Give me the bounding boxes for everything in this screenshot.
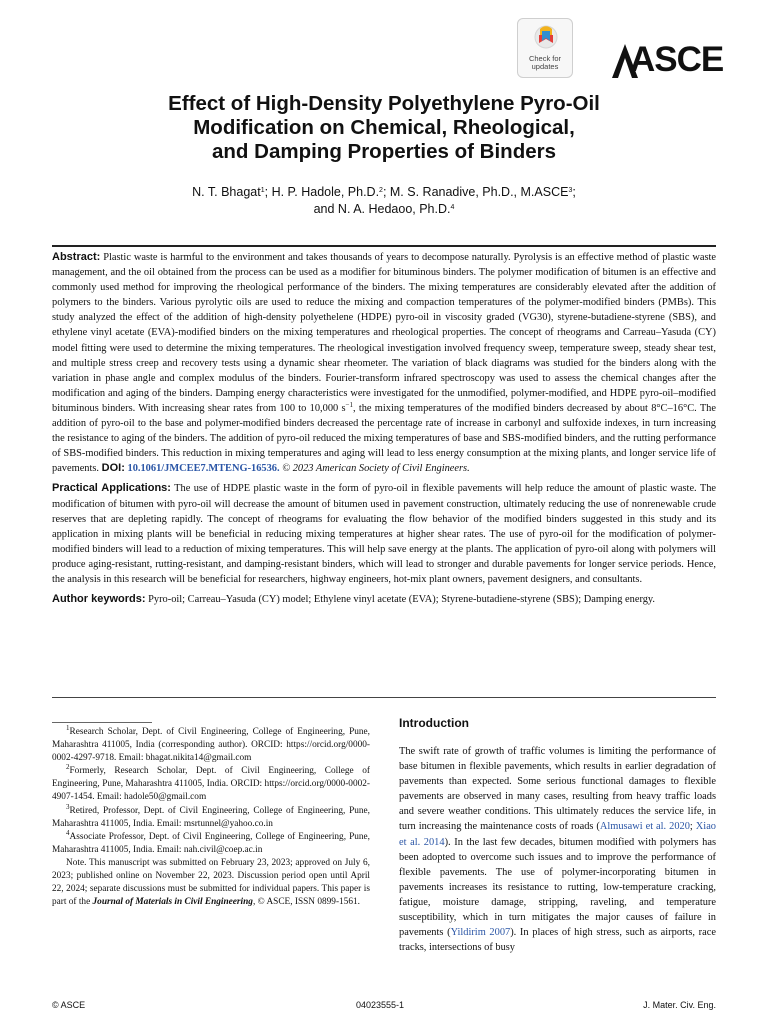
author-4: and N. A. Hedaoo, Ph.D. <box>313 202 451 216</box>
intro-text-4: ). In places of high stress, such as airports, race tracks, intersections of busy <box>399 927 716 954</box>
copyright-notice: © 2023 American Society of Civil Engineers. <box>282 463 470 475</box>
footnote-1-text: Research Scholar, Dept. of Civil Engineering, College of Engineering, Pune, Maharashtra 411005, India (corresponding author). ORCID: https://orcid.org/0000-0002-4297-9718. Email: bhagat.nikita14@gmail.com <box>52 727 370 764</box>
abstract-label: Abstract: <box>52 251 101 263</box>
citation-link[interactable]: Yildirim 2007 <box>450 927 511 939</box>
footnote-3-text: Retired, Professor, Dept. of Civil Engineering, College of Engineering, Pune, Maharashtra 411005, India. Email: msrtunnel@yahoo.co.in <box>52 805 370 829</box>
journal-name: Journal of Materials in Civil Engineering <box>92 897 253 908</box>
citation-link[interactable]: Xiao et al. 2014 <box>399 821 716 848</box>
badge-text-line1: Check for <box>528 54 562 63</box>
introduction-column <box>399 716 716 955</box>
abstract-paragraph <box>52 250 716 476</box>
citation-link[interactable]: Almusawi et al. 2020 <box>599 821 690 833</box>
abstract-top-rule <box>52 245 716 247</box>
introduction-paragraph <box>399 744 716 955</box>
badge-label <box>518 55 572 71</box>
author-2: ; H. P. Hadole, Ph.D. <box>264 185 380 199</box>
check-for-updates-badge[interactable] <box>517 18 573 78</box>
title-line-1: Effect of High-Density Polyethylene Pyro-Oil <box>168 92 600 115</box>
submission-note-text: Note. This manuscript was submitted on February 23, 2023; approved on July 6, 2023; published online on November 22, 2023. Discussion period open until April 22, 2024; separate discussions must be submitted for individual papers. This paper is part of the <box>52 857 370 908</box>
footnote-3 <box>52 802 370 831</box>
footer-article-number: 04023555-1 <box>356 1000 405 1010</box>
article-title <box>60 92 708 164</box>
footnote-3-marker: 3 <box>66 802 70 811</box>
author-3-affil: 3 <box>568 187 573 194</box>
author-4-affil: 4 <box>450 204 455 211</box>
practical-applications-paragraph <box>52 481 716 587</box>
abstract-text: Plastic waste is harmful to the environment and takes thousands of years to decompose naturally. Pyrolysis is an effective method of plastic waste management, and the oil obtained from the process can be used as a modifier for bituminous binders. The polymer modification of bitumen is an effective and commonly used method for improving the rheological performance of the binders. The mixing temperatures are considerably elevated after the addition of polymers to the binders. Various pyrolytic oils are used to reduce the mixing and compaction temperatures of the polymer-modified binders (PMBs). This study analyzed the effect of the addition of high-density polyethelene (HDPE) pyro-oil in viscosity graded (VG30), styrene-butadiene-styrene (SBS), and ethylene vinyl acetate (EVA)-modified binders on the mixing temperatures and rheological properties. The concept of rheograms and Carreau–Yasuda (CY) model fitting were used to determine the mixing temperatures. The rheological investigation involved frequency sweep, temperature sweep, steady shear test, and multiple stress creep and recovery tests using a dynamic shear rheometer. The variation of black diagrams was studied for the binders along with the variation in phase angle and complex modulus of the binders. Fourier-transform infrared spectroscopy was used to assess the chemical changes after the modification and aging of the binders. Damping energy characteristics were investigated for the unmodified, polymer-modified, and HDPE pyro-oil–modified bituminous binders. With increasing shear rates from 100 to 10,000 s <box>52 252 716 414</box>
badge-text-line2: updates <box>531 62 559 71</box>
intro-text-3: ). In the last few decades, bitumen modified with polymers has been adopted to overcome such issues and to improve the performance of flexible pavements. The use of polymer-incorporating bitumen in pavements increases its resistance to rutting, low-temperature cracking, fatigue, moisture damage, stripping, raveling, and temperature susceptibility, which in turn mitigates the major causes of failure in pavements ( <box>399 836 716 939</box>
doi-link[interactable]: 10.1061/JMCEE7.MTENG-16536. <box>127 463 280 475</box>
footnote-rule <box>52 722 152 723</box>
author-3: ; M. S. Ranadive, Ph.D., M.ASCE <box>382 185 569 199</box>
footnote-4-marker: 4 <box>66 828 70 837</box>
keywords-paragraph <box>52 592 716 607</box>
author-1: N. T. Bhagat <box>192 185 261 199</box>
footnote-2-text: Formerly, Research Scholar, Dept. of Civil Engineering, College of Engineering, Pune, Maharashtra 411005, India. ORCID: https://orcid.org/0000-0002-4907-1454. Email: hadole50@gmail.com <box>52 766 370 803</box>
footer-journal: J. Mater. Civ. Eng. <box>643 1000 716 1010</box>
asce-logo-text: ASCE <box>630 40 724 79</box>
title-line-2: Modification on Chemical, Rheological, <box>193 116 575 139</box>
keywords-label: Author keywords: <box>52 593 146 606</box>
introduction-heading: Introduction <box>399 716 469 730</box>
author-list <box>60 184 708 218</box>
keywords-text: Pyro-oil; Carreau–Yasuda (CY) model; Ethylene vinyl acetate (EVA); Styrene-butadiene-styrene (SBS); Damping energy. <box>148 594 656 606</box>
footnotes <box>52 726 370 909</box>
bookmark-icon <box>534 25 558 53</box>
abstract-block <box>52 250 716 612</box>
issn-text: , © ASCE, ISSN 0899-1561. <box>252 897 360 908</box>
footnote-4-text: Associate Professor, Dept. of Civil Engineering, College of Engineering, Pune, Maharashtra 411005, India. Email: nah.civil@coep.ac.in <box>52 831 370 855</box>
asce-logo <box>612 40 724 82</box>
footnote-1-marker: 1 <box>66 724 70 732</box>
footnote-4 <box>52 828 370 857</box>
doi-label: DOI: <box>101 462 125 475</box>
submission-note <box>52 857 370 909</box>
footnote-2-marker: 2 <box>66 763 70 772</box>
author-separator: ; <box>572 185 576 199</box>
practical-applications-label: Practical Applications: <box>52 482 171 495</box>
shear-rate-unit-exponent: −1 <box>345 400 353 409</box>
intro-text-2: ; <box>689 821 696 833</box>
title-line-3: and Damping Properties of Binders <box>212 140 556 163</box>
intro-text-1: The swift rate of growth of traffic volumes is limiting the performance of base bitumen in flexible pavements, which results in earlier degradation of pavements than expected. Some serious functional damages to flexible pavements are observed in many cases, resulting from heavy traffic loads and severe weather conditions. This ultimately reduces the service life, in turn increasing the maintenance costs of roads ( <box>399 746 716 833</box>
author-2-affil: 2 <box>379 187 383 194</box>
footnote-2 <box>52 765 370 804</box>
author-1-affil: 1 <box>260 187 265 194</box>
footer-publisher: © ASCE <box>52 1000 86 1010</box>
section-divider <box>52 697 716 698</box>
footnote-1 <box>52 726 370 765</box>
practical-applications-text: The use of HDPE plastic waste in the form of pyro-oil in flexible pavements will help reduce the amount of plastic waste. The modification of bitumen with pyro-oil will decrease the amount of bitumen used in pavement construction, ultimately reducing the use of nonrenewable crude reserves that are depleting rapidly. The concept of rheograms for evaluating the flow behavior of the modified binders suggested in this study and its application in mixing plants will be beneficial in reducing mixing temperatures at higher shear rates. The use of pyro-oil for the modification of polymer-modified binders will lead to a reduction of mixing temperatures. This will help save energy at the plants. The application of pyro-oil along with polymers will produce aging-resistant, rutting-resistant, and damping-resistant binders, which will lead to stronger and durable pavements for longer service periods. Hence, the analysis in this research will be beneficial for researchers, highway engineers, hot-mix plant owners, pavement designers, and consultants. <box>52 483 716 585</box>
abstract-text-continued: , the mixing temperatures of the modified binders decreased by about 8°C–16°C. The addition of pyro-oil to the base and polymer-modified binders decreased the percentage rate of increase in carbonyl and sulfoxide indexes, in turn increasing the resistance to aging of the binders. The addition of pyro-oil reduced the mixing temperatures of base and SBS-modified binders, and the rutting performance of SBS-modified binders. This reduction in mixing temperatures and aging will lead to less energy consumption at the mixing plants, and longer service life of pavements. <box>52 402 716 475</box>
